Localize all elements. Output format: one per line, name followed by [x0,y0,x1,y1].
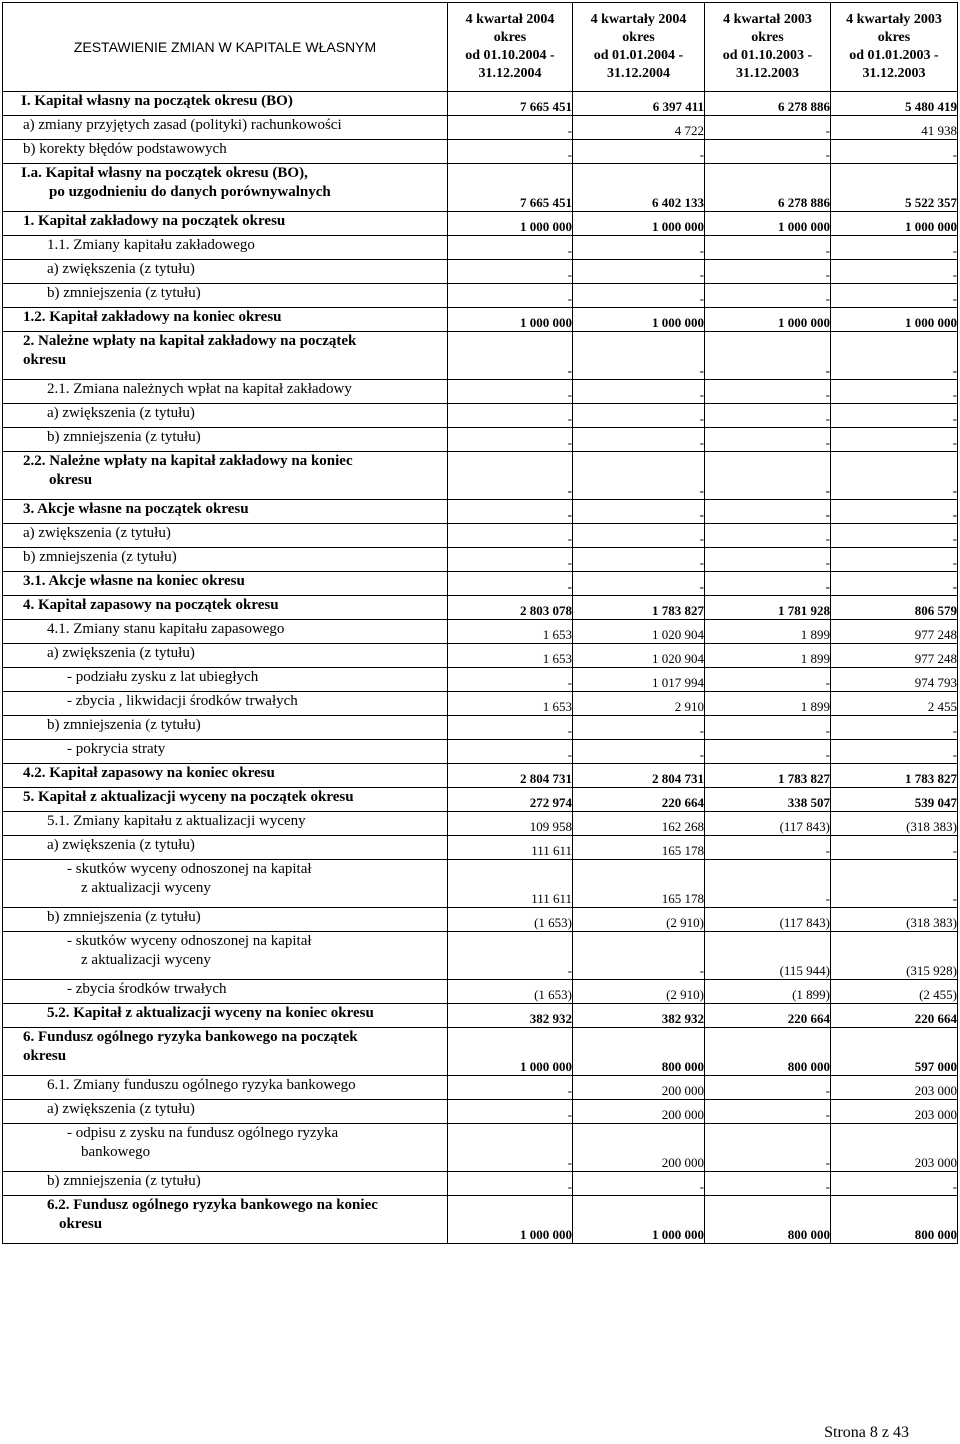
table-row [3,524,958,548]
table-body [3,92,958,1244]
cell-value: (117 843) [705,908,831,932]
row-label: 4. Kapitał zapasowy na początek okresu [3,596,448,620]
table-row [3,812,958,836]
table-row [3,1124,958,1172]
cell-value: 1 000 000 [573,308,705,332]
table-row [3,1172,958,1196]
table-row [3,164,958,212]
cell-value: 2 455 [831,692,958,716]
cell-value: - [705,452,831,500]
row-label: 5. Kapitał z aktualizacji wyceny na początek okresu [3,788,448,812]
cell-value: - [448,1172,573,1196]
table-row [3,788,958,812]
cell-value: 4 722 [573,116,705,140]
row-label: 6. Fundusz ogólnego ryzyka bankowego na początek okresu [3,1028,448,1076]
table-row [3,764,958,788]
cell-value: - [831,716,958,740]
cell-value: - [573,380,705,404]
cell-value: - [831,404,958,428]
cell-value: - [448,140,573,164]
table-row [3,668,958,692]
cell-value: - [831,524,958,548]
cell-value: 1 899 [705,620,831,644]
cell-value: - [705,860,831,908]
cell-value: 6 278 886 [705,164,831,212]
cell-value: 539 047 [831,788,958,812]
cell-value: 1 000 000 [573,1196,705,1244]
cell-value: 2 804 731 [448,764,573,788]
cell-value: - [831,428,958,452]
cell-value: - [705,260,831,284]
cell-value: 7 665 451 [448,164,573,212]
cell-value: - [705,500,831,524]
table-row [3,908,958,932]
cell-value: 1 781 928 [705,596,831,620]
cell-value: - [448,284,573,308]
table-row [3,740,958,764]
cell-value: 1 000 000 [448,1028,573,1076]
cell-value: 1 653 [448,692,573,716]
cell-value: - [448,668,573,692]
cell-value: 203 000 [831,1100,958,1124]
cell-value: - [705,380,831,404]
cell-value: 203 000 [831,1124,958,1172]
cell-value: - [448,524,573,548]
table-row [3,572,958,596]
cell-value: - [705,140,831,164]
table-title: ZESTAWIENIE ZMIAN W KAPITALE WŁASNYM [3,3,448,92]
cell-value: (115 944) [705,932,831,980]
table-row [3,548,958,572]
cell-value: 800 000 [573,1028,705,1076]
cell-value: - [448,716,573,740]
cell-value: - [831,236,958,260]
table-row [3,836,958,860]
cell-value: - [573,260,705,284]
row-label: 3.1. Akcje własne na koniec okresu [3,572,448,596]
cell-value: 1 000 000 [448,1196,573,1244]
row-label: 2. Należne wpłaty na kapitał zakładowy na początek okresu [3,332,448,380]
table-row [3,428,958,452]
cell-value: 1 899 [705,692,831,716]
cell-value: - [573,404,705,428]
table-row [3,404,958,428]
cell-value: - [831,1172,958,1196]
cell-value: - [705,524,831,548]
row-label: a) zwiększenia (z tytułu) [3,836,448,860]
cell-value: 382 932 [448,1004,573,1028]
page-number: Strona 8 z 43 [824,1424,909,1441]
cell-value: - [831,452,958,500]
row-label: 1. Kapitał zakładowy na początek okresu [3,212,448,236]
cell-value: (2 455) [831,980,958,1004]
cell-value: 6 278 886 [705,92,831,116]
table-row [3,1028,958,1076]
cell-value: - [448,404,573,428]
row-label: I. Kapitał własny na początek okresu (BO) [3,92,448,116]
row-label: - odpisu z zysku na fundusz ogólnego ryzyka bankowego [3,1124,448,1172]
cell-value: (318 383) [831,908,958,932]
row-label: 6.1. Zmiany funduszu ogólnego ryzyka bankowego [3,1076,448,1100]
cell-value: - [831,332,958,380]
row-label: 2.2. Należne wpłaty na kapitał zakładowy na koniec okresu [3,452,448,500]
cell-value: - [448,116,573,140]
cell-value: - [573,284,705,308]
cell-value: 1 000 000 [705,308,831,332]
cell-value: 220 664 [573,788,705,812]
cell-value: - [705,1100,831,1124]
cell-value: 1 000 000 [448,308,573,332]
cell-value: 162 268 [573,812,705,836]
table-row [3,116,958,140]
row-label: a) zwiększenia (z tytułu) [3,524,448,548]
cell-value: - [448,548,573,572]
cell-value: 220 664 [705,1004,831,1028]
cell-value: 1 000 000 [831,212,958,236]
table-row [3,860,958,908]
cell-value: - [831,860,958,908]
cell-value: - [448,572,573,596]
row-label: - skutków wyceny odnoszonej na kapitał z aktualizacji wyceny [3,860,448,908]
cell-value: - [831,572,958,596]
cell-value: 806 579 [831,596,958,620]
row-label: b) zmniejszenia (z tytułu) [3,284,448,308]
column-header: 4 kwartał 2004 okres od 01.10.2004 - 31.12.2004 [448,3,573,92]
cell-value: - [831,548,958,572]
column-header: 4 kwartały 2004 okres od 01.01.2004 - 31.12.2004 [573,3,705,92]
column-header: 4 kwartał 2003 okres od 01.10.2003 - 31.12.2003 [705,3,831,92]
cell-value: 800 000 [705,1028,831,1076]
cell-value: - [573,452,705,500]
cell-value: 977 248 [831,620,958,644]
cell-value: 2 910 [573,692,705,716]
cell-value: 200 000 [573,1100,705,1124]
cell-value: - [705,116,831,140]
cell-value: - [573,236,705,260]
cell-value: - [705,284,831,308]
cell-value: - [448,428,573,452]
row-label: 6.2. Fundusz ogólnego ryzyka bankowego na koniec okresu [3,1196,448,1244]
cell-value: 220 664 [831,1004,958,1028]
cell-value: 1 653 [448,620,573,644]
table-row [3,980,958,1004]
cell-value: - [831,500,958,524]
cell-value: - [448,932,573,980]
cell-value: - [831,380,958,404]
cell-value: 165 178 [573,836,705,860]
cell-value: 111 611 [448,860,573,908]
cell-value: - [831,284,958,308]
cell-value: - [705,836,831,860]
table-row [3,1100,958,1124]
row-label: - pokrycia straty [3,740,448,764]
cell-value: - [705,428,831,452]
cell-value: - [573,332,705,380]
table-row [3,452,958,500]
cell-value: 165 178 [573,860,705,908]
cell-value: - [705,740,831,764]
cell-value: 272 974 [448,788,573,812]
cell-value: 382 932 [573,1004,705,1028]
cell-value: 597 000 [831,1028,958,1076]
cell-value: 2 804 731 [573,764,705,788]
cell-value: - [448,1124,573,1172]
cell-value: 200 000 [573,1124,705,1172]
cell-value: - [831,140,958,164]
cell-value: (1 653) [448,980,573,1004]
table-row [3,380,958,404]
row-label: b) zmniejszenia (z tytułu) [3,1172,448,1196]
row-label: b) zmniejszenia (z tytułu) [3,716,448,740]
table-row [3,260,958,284]
table-row [3,284,958,308]
cell-value: 200 000 [573,1076,705,1100]
cell-value: 1 000 000 [573,212,705,236]
cell-value: 1 020 904 [573,620,705,644]
row-label: 1.1. Zmiany kapitału zakładowego [3,236,448,260]
table-header-row [3,3,958,92]
table-row [3,596,958,620]
cell-value: - [573,932,705,980]
cell-value: 1 783 827 [705,764,831,788]
cell-value: (117 843) [705,812,831,836]
cell-value: 1 017 994 [573,668,705,692]
table-row [3,932,958,980]
cell-value: 2 803 078 [448,596,573,620]
row-label: I.a. Kapitał własny na początek okresu (BO), po uzgodnieniu do danych porównywalnych [3,164,448,212]
column-header: 4 kwartały 2003 okres od 01.01.2003 - 31.12.2003 [831,3,958,92]
table-row [3,1196,958,1244]
cell-value: 800 000 [705,1196,831,1244]
table-row [3,500,958,524]
cell-value: 109 958 [448,812,573,836]
cell-value: 5 480 419 [831,92,958,116]
table-row [3,644,958,668]
cell-value: - [705,332,831,380]
cell-value: 6 402 133 [573,164,705,212]
row-label: b) korekty błędów podstawowych [3,140,448,164]
cell-value: - [705,236,831,260]
cell-value: - [705,716,831,740]
cell-value: 5 522 357 [831,164,958,212]
cell-value: 203 000 [831,1076,958,1100]
cell-value: - [705,404,831,428]
cell-value: - [448,1100,573,1124]
cell-value: 1 000 000 [831,308,958,332]
row-label: b) zmniejszenia (z tytułu) [3,908,448,932]
table-row [3,332,958,380]
cell-value: (2 910) [573,908,705,932]
cell-value: 41 938 [831,116,958,140]
cell-value: 1 783 827 [831,764,958,788]
table-row [3,308,958,332]
cell-value: - [573,716,705,740]
row-label: b) zmniejszenia (z tytułu) [3,428,448,452]
row-label: - zbycia , likwidacji środków trwałych [3,692,448,716]
table-row [3,716,958,740]
row-label: - podziału zysku z lat ubiegłych [3,668,448,692]
cell-value: - [705,1172,831,1196]
row-label: - zbycia środków trwałych [3,980,448,1004]
cell-value: - [831,836,958,860]
cell-value: 111 611 [448,836,573,860]
cell-value: - [705,668,831,692]
cell-value: (1 653) [448,908,573,932]
cell-value: 974 793 [831,668,958,692]
table-row [3,620,958,644]
cell-value: - [573,524,705,548]
row-label: b) zmniejszenia (z tytułu) [3,548,448,572]
cell-value: - [573,548,705,572]
cell-value: 1 899 [705,644,831,668]
cell-value: - [448,380,573,404]
row-label: a) zwiększenia (z tytułu) [3,644,448,668]
cell-value: (318 383) [831,812,958,836]
table-row [3,1004,958,1028]
cell-value: 338 507 [705,788,831,812]
cell-value: 1 000 000 [448,212,573,236]
row-label: - skutków wyceny odnoszonej na kapitał z aktualizacji wyceny [3,932,448,980]
cell-value: - [448,500,573,524]
cell-value: 977 248 [831,644,958,668]
row-label: a) zwiększenia (z tytułu) [3,1100,448,1124]
cell-value: - [573,500,705,524]
table-row [3,140,958,164]
cell-value: 1 783 827 [573,596,705,620]
cell-value: - [705,1076,831,1100]
cell-value: - [705,1124,831,1172]
cell-value: 6 397 411 [573,92,705,116]
cell-value: - [448,332,573,380]
row-label: a) zmiany przyjętych zasad (polityki) rachunkowości [3,116,448,140]
row-label: a) zwiększenia (z tytułu) [3,260,448,284]
table-row [3,212,958,236]
cell-value: 7 665 451 [448,92,573,116]
row-label: 2.1. Zmiana należnych wpłat na kapitał zakładowy [3,380,448,404]
table-row [3,92,958,116]
row-label: 4.2. Kapitał zapasowy na koniec okresu [3,764,448,788]
cell-value: - [705,572,831,596]
cell-value: - [573,572,705,596]
cell-value: - [831,740,958,764]
cell-value: - [448,740,573,764]
cell-value: - [448,260,573,284]
row-label: 4.1. Zmiany stanu kapitału zapasowego [3,620,448,644]
row-label: 5.1. Zmiany kapitału z aktualizacji wyceny [3,812,448,836]
cell-value: - [705,548,831,572]
table-row [3,236,958,260]
row-label: 1.2. Kapitał zakładowy na koniec okresu [3,308,448,332]
cell-value: 1 020 904 [573,644,705,668]
table-row [3,1076,958,1100]
cell-value: 800 000 [831,1196,958,1244]
row-label: 5.2. Kapitał z aktualizacji wyceny na koniec okresu [3,1004,448,1028]
cell-value: 1 653 [448,644,573,668]
cell-value: (315 928) [831,932,958,980]
table-row [3,692,958,716]
cell-value: - [448,1076,573,1100]
cell-value: - [448,452,573,500]
cell-value: - [573,740,705,764]
cell-value: (2 910) [573,980,705,1004]
cell-value: - [448,236,573,260]
cell-value: - [573,140,705,164]
row-label: 3. Akcje własne na początek okresu [3,500,448,524]
equity-changes-table [2,2,958,1244]
cell-value: - [831,260,958,284]
cell-value: - [573,1172,705,1196]
cell-value: 1 000 000 [705,212,831,236]
cell-value: - [573,428,705,452]
row-label: a) zwiększenia (z tytułu) [3,404,448,428]
cell-value: (1 899) [705,980,831,1004]
